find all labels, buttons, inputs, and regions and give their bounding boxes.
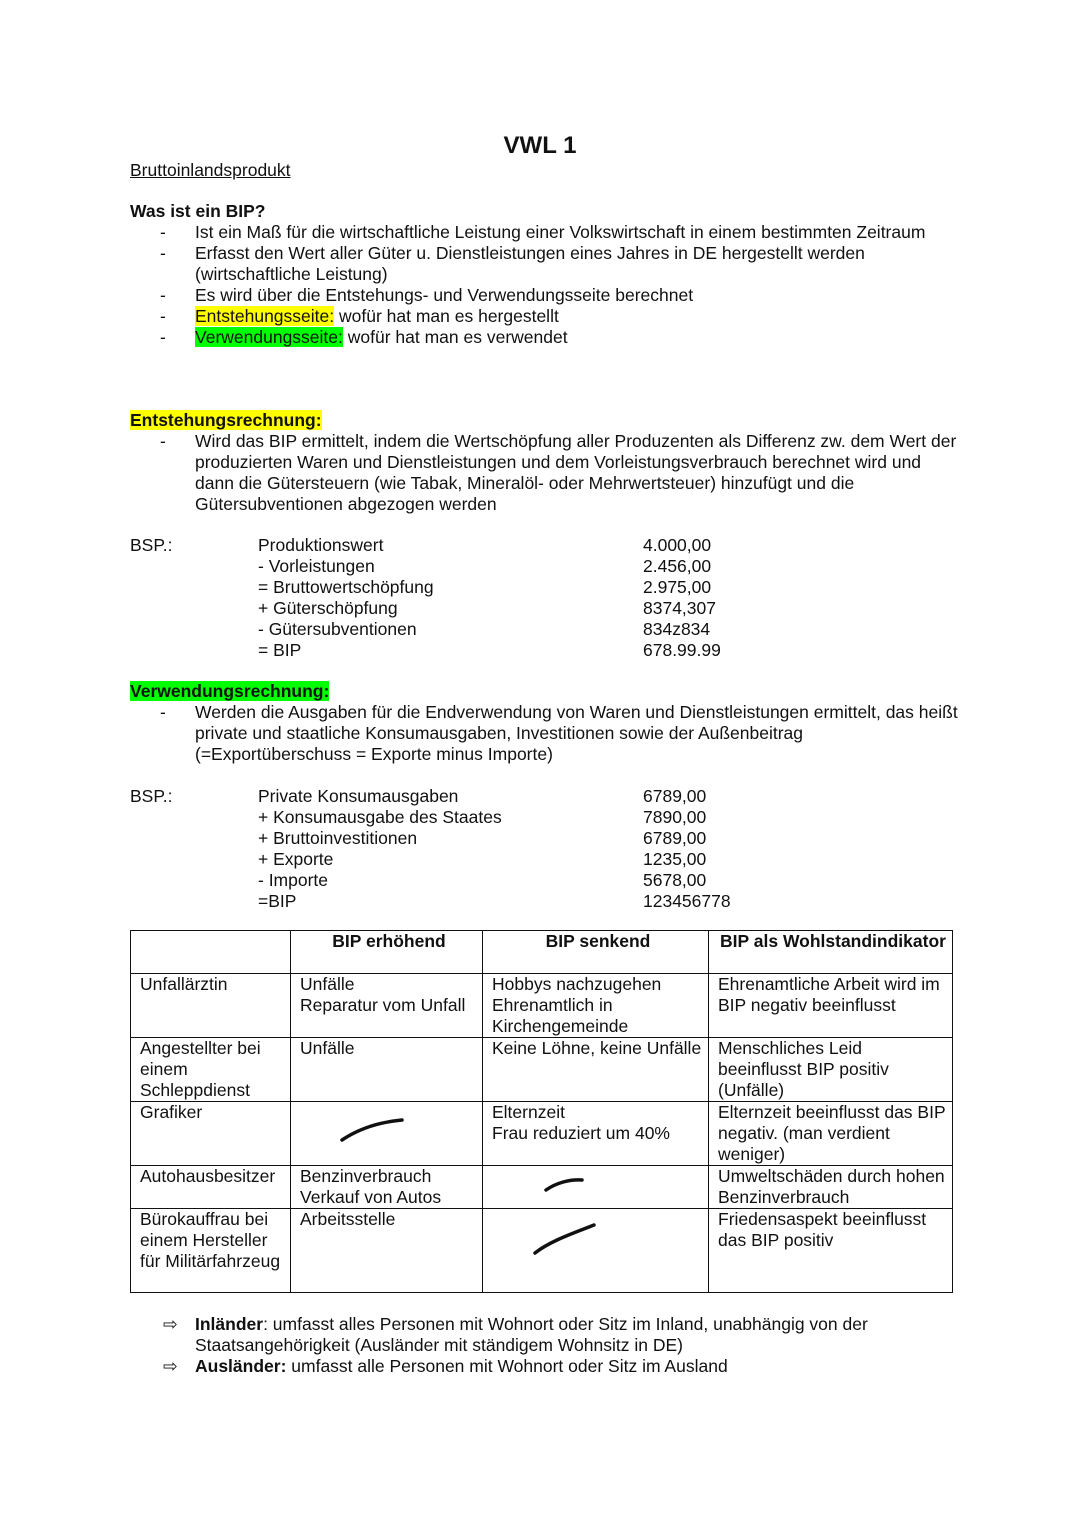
table-header-row bbox=[131, 931, 953, 974]
calc-value: 678.99.99 bbox=[643, 640, 721, 660]
entstehung-calc-labels bbox=[258, 535, 434, 661]
calc-label: + Konsumausgabe des Staates bbox=[258, 807, 502, 827]
table-row bbox=[131, 1166, 953, 1209]
table-cell: Unfälle bbox=[291, 1038, 483, 1102]
calc-value: 123456778 bbox=[643, 891, 731, 911]
table-header: BIP als Wohlstandindikator bbox=[709, 931, 953, 974]
table-row bbox=[131, 1209, 953, 1293]
note-term: Ausländer: bbox=[195, 1356, 287, 1376]
double-right-arrow-icon: ⇨ bbox=[163, 1314, 178, 1334]
list-item bbox=[130, 431, 960, 515]
list-item bbox=[130, 243, 960, 285]
table-cell: Umweltschäden durch hohen Benzinverbrauch bbox=[709, 1166, 953, 1209]
calc-value: 5678,00 bbox=[643, 870, 707, 890]
table-cell bbox=[483, 974, 709, 1038]
list-item bbox=[130, 327, 960, 348]
calc-label: = Bruttowertschöpfung bbox=[258, 577, 434, 597]
calc-value: 7890,00 bbox=[643, 807, 707, 827]
table-cell bbox=[483, 1166, 709, 1209]
table-cell: Menschliches Leid beeinflusst BIP positiv (Unfälle) bbox=[709, 1038, 953, 1102]
what-is-heading: Was ist ein BIP? bbox=[130, 201, 266, 221]
calc-value: 834z834 bbox=[643, 619, 711, 639]
list-item bbox=[130, 1356, 930, 1377]
calc-value: 2.456,00 bbox=[643, 556, 712, 576]
highlighted-term: Verwendungsseite: bbox=[195, 327, 343, 347]
table-row bbox=[131, 1102, 953, 1166]
table-row bbox=[131, 974, 953, 1038]
calc-label: + Exporte bbox=[258, 849, 334, 869]
list-item-text: Wird das BIP ermittelt, indem die Wertschöpfung aller Produzenten als Differenz zw. dem Wert der produzierten Waren und Dienstleistungen und dem Vorleistungsverbrauch berechnet wird und dann die Gütersteuern (wie Tabak, Mineralöl- oder Mehrwertsteuer) hinzufügt und die Gütersubventionen abgezogen werden bbox=[195, 431, 957, 514]
highlighted-term: Entstehungsseite: bbox=[195, 306, 335, 326]
table-header: BIP senkend bbox=[483, 931, 709, 974]
list-item-text: wofür hat man es verwendet bbox=[342, 327, 568, 347]
calc-label: Produktionswert bbox=[258, 535, 384, 555]
table-cell: Elternzeit beeinflusst das BIP negativ. (man verdient weniger) bbox=[709, 1102, 953, 1166]
table-cell: Friedensaspekt beeinflusst das BIP positiv bbox=[709, 1209, 953, 1293]
note-term: Inländer bbox=[195, 1314, 264, 1334]
calc-label: + Bruttoinvestitionen bbox=[258, 828, 418, 848]
list-item bbox=[130, 306, 960, 327]
table-cell: Autohausbesitzer bbox=[131, 1166, 291, 1209]
table-cell: Unfallärztin bbox=[131, 974, 291, 1038]
bsp-label: BSP.: bbox=[130, 786, 173, 806]
table-cell bbox=[291, 1102, 483, 1166]
what-is-list bbox=[130, 222, 960, 348]
list-item bbox=[130, 702, 960, 765]
verwendung-list bbox=[130, 702, 960, 765]
table-cell bbox=[483, 1102, 709, 1166]
calc-label: = BIP bbox=[258, 640, 302, 660]
bsp-label: BSP.: bbox=[130, 535, 173, 555]
list-item bbox=[130, 1314, 930, 1356]
entstehung-calc-values bbox=[643, 535, 721, 661]
list-item-text: Es wird über die Entstehungs- und Verwendungsseite berechnet bbox=[195, 285, 694, 305]
table-cell: Grafiker bbox=[131, 1102, 291, 1166]
handwritten-dash-icon bbox=[300, 1102, 480, 1162]
calc-value: 1235,00 bbox=[643, 849, 707, 869]
table-cell: Ehrenamtliche Arbeit wird im BIP negativ beeinflusst bbox=[709, 974, 953, 1038]
double-right-arrow-icon: ⇨ bbox=[163, 1356, 178, 1376]
calc-label: + Güterschöpfung bbox=[258, 598, 398, 618]
table-header: BIP erhöhend bbox=[291, 931, 483, 974]
section-title: Bruttoinlandsprodukt bbox=[130, 160, 291, 180]
calc-label: - Gütersubventionen bbox=[258, 619, 417, 639]
calc-label: - Importe bbox=[258, 870, 329, 890]
page-title: VWL 1 bbox=[503, 132, 577, 159]
bip-table bbox=[130, 930, 953, 1293]
table-cell: Bürokauffrau bei einem Hersteller für Militärfahrzeug bbox=[131, 1209, 291, 1293]
table-row bbox=[131, 1038, 953, 1102]
list-item-text: Werden die Ausgaben für die Endverwendung von Waren und Dienstleistungen ermittelt, das heißt private und staatliche Konsumausgaben, Investitionen sowie der Außenbeitrag (=Exportüberschuss = Exporte minus Importe) bbox=[195, 702, 958, 764]
calc-value: 8374,307 bbox=[643, 598, 716, 618]
calc-value: 6789,00 bbox=[643, 786, 707, 806]
list-item bbox=[130, 285, 960, 306]
table-cell bbox=[291, 1166, 483, 1209]
notes-list bbox=[130, 1314, 930, 1377]
calc-label: - Vorleistungen bbox=[258, 556, 375, 576]
table-cell bbox=[291, 974, 483, 1038]
table-cell bbox=[483, 1209, 709, 1293]
calc-value: 2.975,00 bbox=[643, 577, 712, 597]
table-cell: Angestellter bei einem Schleppdienst bbox=[131, 1038, 291, 1102]
verwendung-heading: Verwendungsrechnung: bbox=[130, 681, 330, 701]
cell-text: Elternzeit Frau reduziert um 40% bbox=[492, 1102, 670, 1143]
verwendung-calc-values bbox=[643, 786, 731, 912]
cell-text: Unfälle Reparatur vom Unfall bbox=[300, 974, 466, 1015]
list-item bbox=[130, 222, 960, 243]
handwritten-dash-icon bbox=[492, 1209, 702, 1269]
list-item-text: Ist ein Maß für die wirtschaftliche Leistung einer Volkswirtschaft in einem bestimmten Zeitraum bbox=[195, 222, 926, 242]
entstehung-list bbox=[130, 431, 960, 515]
list-item-text: Erfasst den Wert aller Güter u. Dienstleistungen eines Jahres in DE hergestellt werden (wirtschaftliche Leistung) bbox=[195, 243, 865, 284]
calc-label: =BIP bbox=[258, 891, 297, 911]
note-text: umfasst alle Personen mit Wohnort oder Sitz im Ausland bbox=[286, 1356, 728, 1376]
calc-value: 4.000,00 bbox=[643, 535, 712, 555]
entstehung-heading: Entstehungsrechnung: bbox=[130, 410, 322, 430]
list-item-text: wofür hat man es hergestellt bbox=[334, 306, 559, 326]
table-cell: Arbeitsstelle bbox=[291, 1209, 483, 1293]
table-cell: Keine Löhne, keine Unfälle bbox=[483, 1038, 709, 1102]
table-header bbox=[131, 931, 291, 974]
cell-text: Benzinverbrauch Verkauf von Autos bbox=[300, 1166, 442, 1207]
calc-label: Private Konsumausgaben bbox=[258, 786, 459, 806]
handwritten-dash-icon bbox=[492, 1166, 702, 1206]
calc-value: 6789,00 bbox=[643, 828, 707, 848]
note-text: : umfasst alles Personen mit Wohnort oder Sitz im Inland, unabhängig von der Staatsangehörigkeit (Ausländer mit ständigem Wohnsitz in DE) bbox=[195, 1314, 868, 1355]
verwendung-calc-labels bbox=[258, 786, 502, 912]
cell-text: Hobbys nachzugehen Ehrenamtlich in Kirchengemeinde bbox=[492, 974, 662, 1036]
